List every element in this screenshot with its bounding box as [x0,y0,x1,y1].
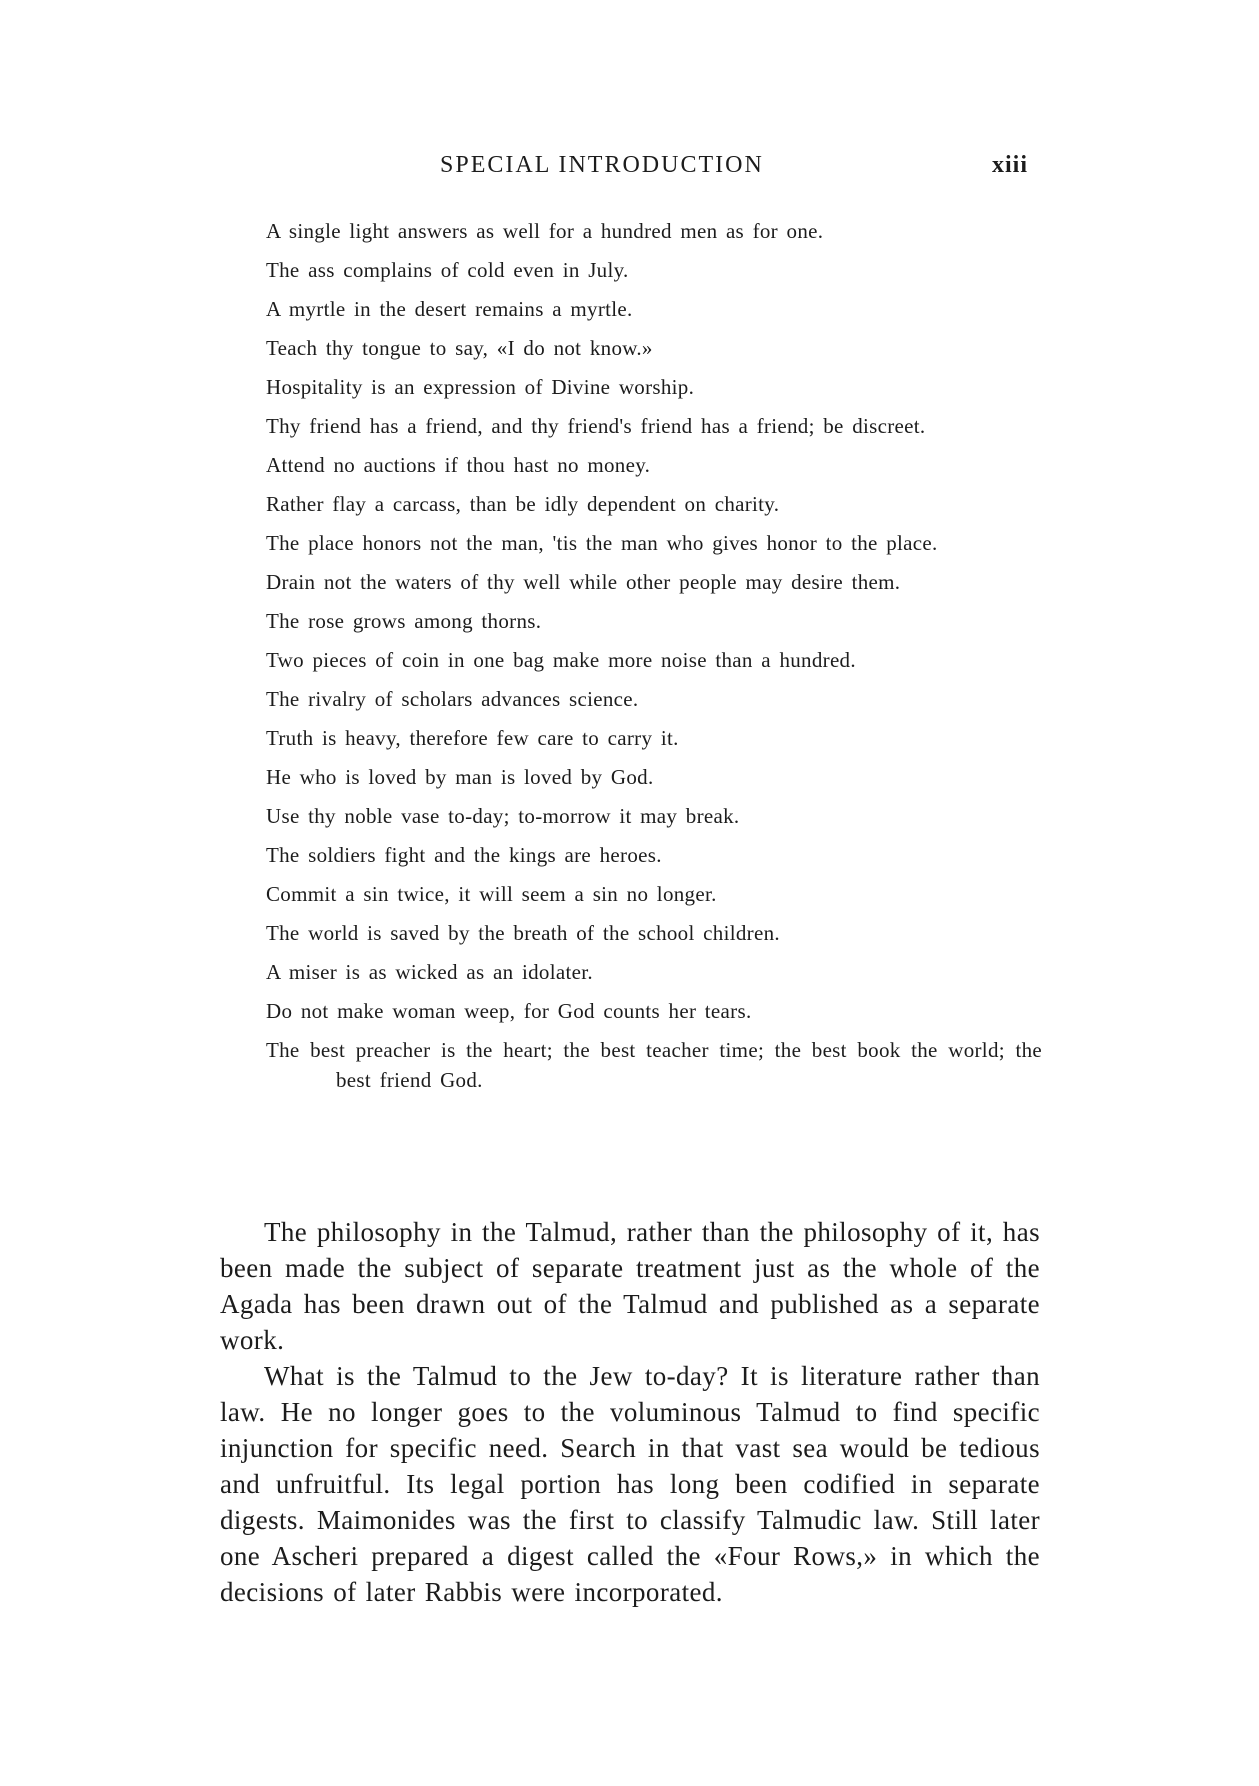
proverb-item: Rather flay a carcass, than be idly dependent on charity. [266,492,780,516]
proverb-item: Attend no auctions if thou hast no money. [266,453,651,477]
proverb-item: Truth is heavy, therefore few care to carry it. [266,726,679,750]
proverb-item: A myrtle in the desert remains a myrtle. [266,297,633,321]
proverb-item: He who is loved by man is loved by God. [266,765,654,789]
body-text [220,1214,1040,1610]
proverb-item: Use thy noble vase to-day; to-morrow it may break. [266,804,740,828]
proverb-item: The rose grows among thorns. [266,609,542,633]
proverb-item: Teach thy tongue to say, «I do not know.» [266,336,653,360]
proverb-item: A single light answers as well for a hundred men as for one. [266,219,824,243]
body-paragraph: The philosophy in the Talmud, rather than the philosophy of it, has been made the subject of separate treatment just as the whole of the Agada has been drawn out of the Talmud and published as a separate work. [220,1217,1040,1355]
proverb-item: A miser is as wicked as an idolater. [266,960,593,984]
page-number: xiii [992,152,1029,178]
proverb-item: The ass complains of cold even in July. [266,258,629,282]
proverb-item: The rivalry of scholars advances science. [266,687,639,711]
proverb-item: The place honors not the man, 'tis the man who gives honor to the place. [266,531,938,555]
proverb-item: Drain not the waters of thy well while other people may desire them. [266,570,901,594]
proverb-item: The world is saved by the breath of the school children. [266,921,780,945]
running-head [0,152,1259,184]
proverb-item: Thy friend has a friend, and thy friend's friend has a friend; be discreet. [266,414,926,438]
proverb-item: Do not make woman weep, for God counts her tears. [266,999,752,1023]
proverb-item: The best preacher is the heart; the best teacher time; the best book the world; the best friend God. [266,1038,1042,1092]
proverb-item: The soldiers fight and the kings are heroes. [266,843,662,867]
running-title: SPECIAL INTRODUCTION [440,152,764,178]
proverb-item: Hospitality is an expression of Divine worship. [266,375,695,399]
proverb-item: Two pieces of coin in one bag make more noise than a hundred. [266,648,856,672]
body-paragraph: What is the Talmud to the Jew to-day? It is literature rather than law. He no longer goes to the voluminous Talmud to find specific injunction for specific need. Search in that vast sea would be tedious and unfruitful. Its legal portion has long been codified in separate digests. Maimonides was the first to classify Talmudic law. Still later one Ascheri prepared a digest called the «Four Rows,» in which the decisions of later Rabbis were incorporated. [220,1361,1040,1607]
proverb-list [266,216,1042,1104]
proverb-item: Commit a sin twice, it will seem a sin no longer. [266,882,717,906]
